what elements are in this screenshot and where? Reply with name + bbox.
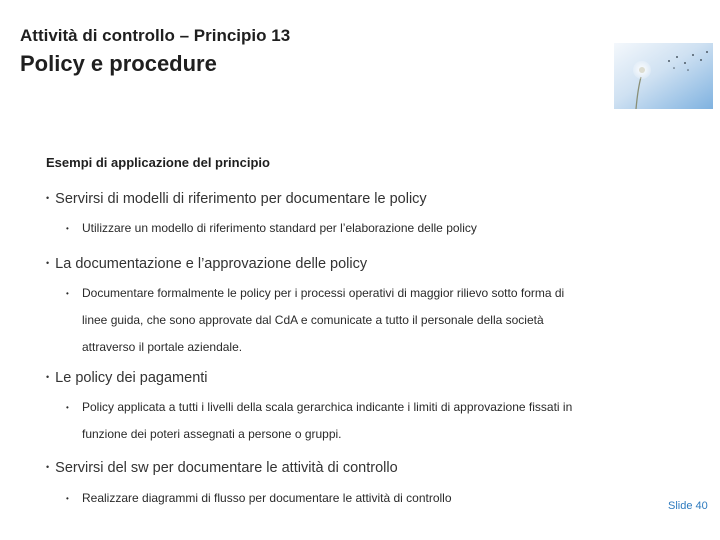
bullet-level2 <box>66 215 576 242</box>
bullet-level1 <box>46 460 398 476</box>
bullet-text: Policy applicata a tutti i livelli della scala gerarchica indicante i limiti di approvazione fissati in funzione dei poteri assegnati a persone o gruppi. <box>82 400 573 441</box>
slide-number: Slide 40 <box>668 500 708 512</box>
slide-title: Policy e procedure <box>20 51 217 76</box>
bullet-icon: • <box>46 258 50 268</box>
bullet-text: Servirsi di modelli di riferimento per documentare le policy <box>55 191 427 207</box>
bullet-icon: • <box>66 289 69 298</box>
bullet-text: Realizzare diagrammi di flusso per documentare le attività di controllo <box>82 491 452 505</box>
bullet-level1 <box>46 191 427 207</box>
bullet-text: La documentazione e l’approvazione delle policy <box>55 256 368 272</box>
bullet-icon: • <box>66 494 69 503</box>
bullet-text: Le policy dei pagamenti <box>55 370 208 386</box>
bullet-text: Utilizzare un modello di riferimento standard per l’elaborazione delle policy <box>82 221 477 235</box>
bullet-icon: • <box>46 372 50 382</box>
dandelion-image <box>614 43 713 109</box>
bullet-level2 <box>66 280 576 361</box>
bullet-text: Documentare formalmente le policy per i processi operativi di maggior rilievo sotto forma di linee guida, che sono approvate dal CdA e comunicate a tutto il personale della società attraverso il portale aziendale. <box>82 286 565 354</box>
bullet-text: Servirsi del sw per documentare le attività di controllo <box>55 460 398 476</box>
slide-subtitle: Attività di controllo – Principio 13 <box>20 26 291 45</box>
bullet-level2 <box>66 485 576 512</box>
bullet-icon: • <box>46 462 50 472</box>
bullet-icon: • <box>66 403 69 412</box>
dandelion-sky-icon <box>614 43 713 109</box>
bullet-level1 <box>46 370 208 386</box>
bullet-icon: • <box>66 224 69 233</box>
section-heading: Esempi di applicazione del principio <box>46 155 270 170</box>
bullet-level1 <box>46 256 367 272</box>
bullet-level2 <box>66 394 576 448</box>
bullet-icon: • <box>46 193 50 203</box>
